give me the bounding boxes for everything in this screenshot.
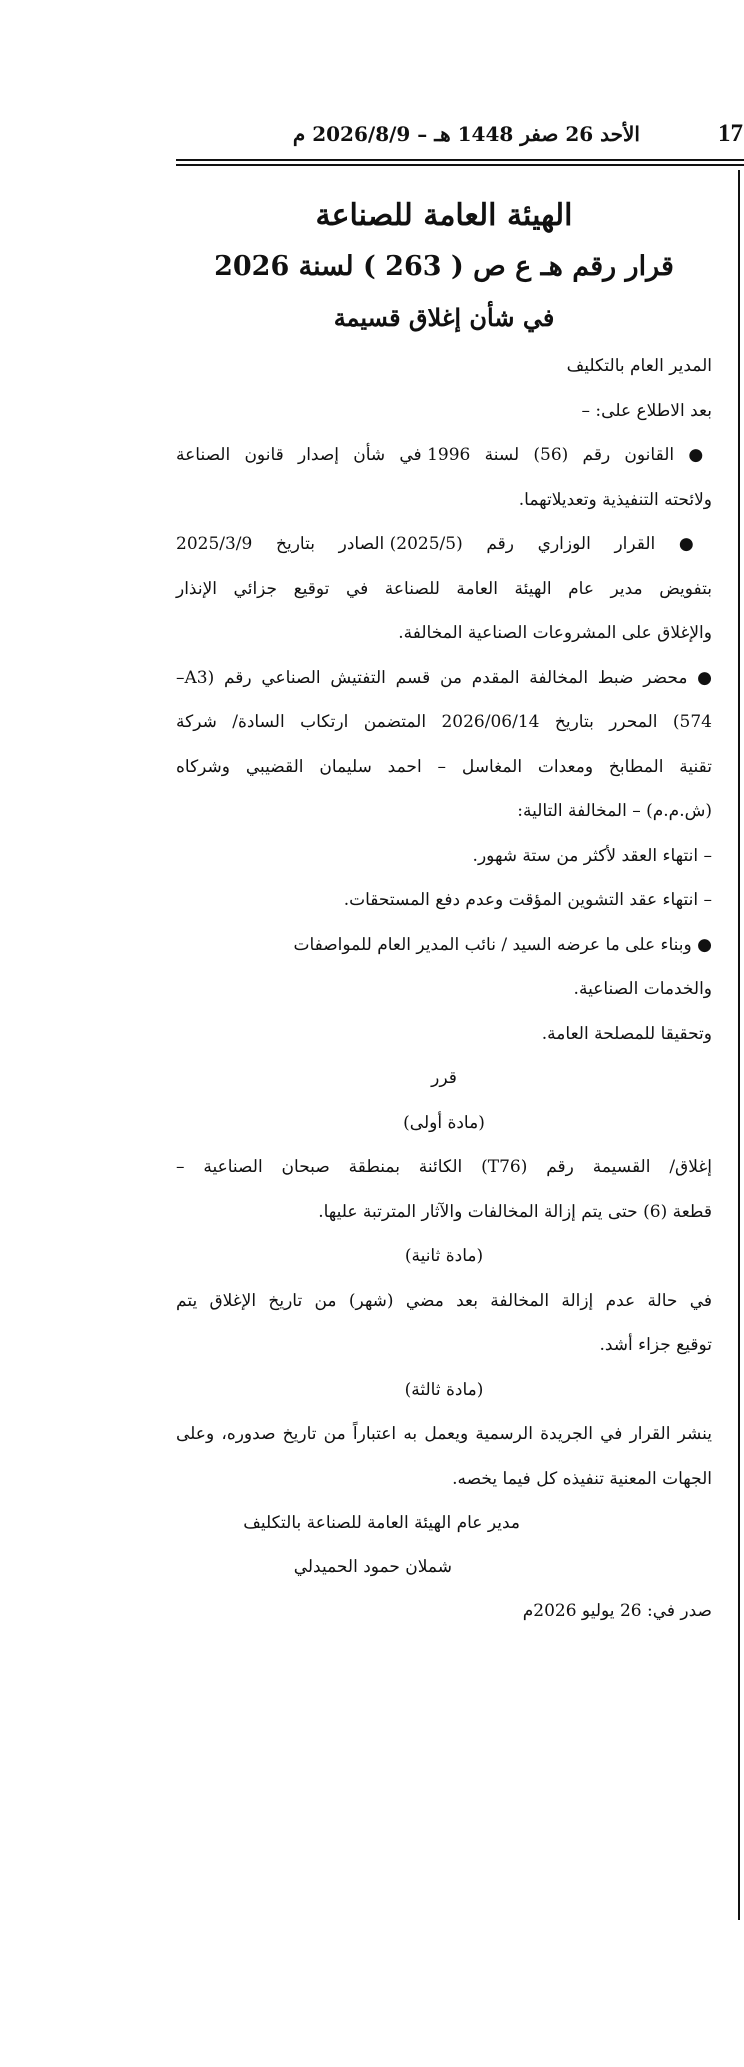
article-2-line-2: توقيع جزاء أشد.: [599, 1335, 712, 1355]
item-3-line-3: تقنية المطابخ ومعدات المغاسل – احمد سليمان القضيبي وشركاه: [176, 756, 712, 777]
item-3-line-2: 574) المحرر بتاريخ 2026/06/14 المتضمن ارتكاب السادة/ شركة: [176, 712, 712, 732]
article-2-line-1: في حالة عدم إزالة المخالفة بعد مضي (شهر) من تاريخ الإغلاق يتم: [176, 1290, 713, 1311]
preamble: بعد الاطلاع على: –: [581, 400, 712, 421]
article-1-title: (مادة أولى): [403, 1112, 485, 1133]
article-3-line-2: الجهات المعنية تنفيذه كل فيما يخصه.: [452, 1468, 712, 1489]
article-2-title: (مادة ثانية): [404, 1246, 484, 1266]
header-rule: [176, 159, 744, 161]
authority-title: الهيئة العامة للصناعة: [315, 198, 573, 233]
header-date: الأحد 26 صفر 1448 هـ – 2026/8/9 م: [292, 122, 640, 146]
item-3-line-5: – انتهاء العقد لأكثر من ستة شهور.: [472, 845, 712, 866]
item-4-line-1: ● وبناء على ما عرضه السيد / نائب المدير العام للمواصفات: [293, 934, 712, 955]
decided-heading: قرر: [431, 1068, 457, 1088]
decision-number: قرار رقم هـ ع ص ( 263 ) لسنة 2026: [214, 251, 674, 282]
item-1-line-1: ● القانون رقم (56) لسنة 1996 في شأن إصدار قانون الصناعة: [176, 445, 712, 465]
item-1-line-2: ولائحته التنفيذية وتعديلاتهما.: [518, 489, 712, 510]
item-2-line-3: والإغلاق على المشروعات الصناعية المخالفة.: [398, 623, 712, 643]
signatory-name: شملان حمود الحميدلي: [293, 1557, 452, 1577]
decision-subject: في شأن إغلاق قسيمة: [333, 303, 555, 332]
item-4-line-3: وتحقيقا للمصلحة العامة.: [541, 1023, 712, 1044]
issuer-intro: المدير العام بالتكليف: [566, 356, 712, 376]
page-number: 17: [718, 120, 743, 147]
article-1-line-2: قطعة (6) حتى يتم إزالة المخالفات والآثار المترتبة عليها.: [318, 1201, 712, 1222]
signatory-title: مدير عام الهيئة العامة للصناعة بالتكليف: [243, 1513, 520, 1533]
issued-date: صدر في: 26 يوليو 2026م: [522, 1601, 712, 1621]
item-3-line-6: – انتهاء عقد التشوين المؤقت وعدم دفع المستحقات.: [343, 890, 712, 910]
article-1-line-1: إغلاق/ القسيمة رقم (T76) الكائنة بمنطقة صبحان الصناعية –: [176, 1157, 712, 1177]
article-3-line-1: ينشر القرار في الجريدة الرسمية ويعمل به اعتباراً من تاريخ صدوره، وعلى: [176, 1424, 712, 1444]
item-3-line-1: ● محضر ضبط المخالفة المقدم من قسم التفتيش الصناعي رقم (A3–: [176, 667, 712, 688]
item-3-line-4: (ش.م.م) – المخالفة التالية:: [517, 801, 712, 821]
decision-column: [176, 180, 712, 1633]
item-2-line-1: ● القرار الوزاري رقم (2025/5) الصادر بتاريخ 2025/3/9: [176, 534, 712, 554]
article-3-title: (مادة ثالثة): [404, 1379, 484, 1400]
column-rule: [738, 170, 740, 1920]
header-rule-secondary: [176, 164, 744, 166]
item-2-line-2: بتفويض مدير عام الهيئة العامة للصناعة في توقيع جزائي الإنذار: [176, 578, 712, 599]
item-4-line-2: والخدمات الصناعية.: [573, 979, 712, 999]
